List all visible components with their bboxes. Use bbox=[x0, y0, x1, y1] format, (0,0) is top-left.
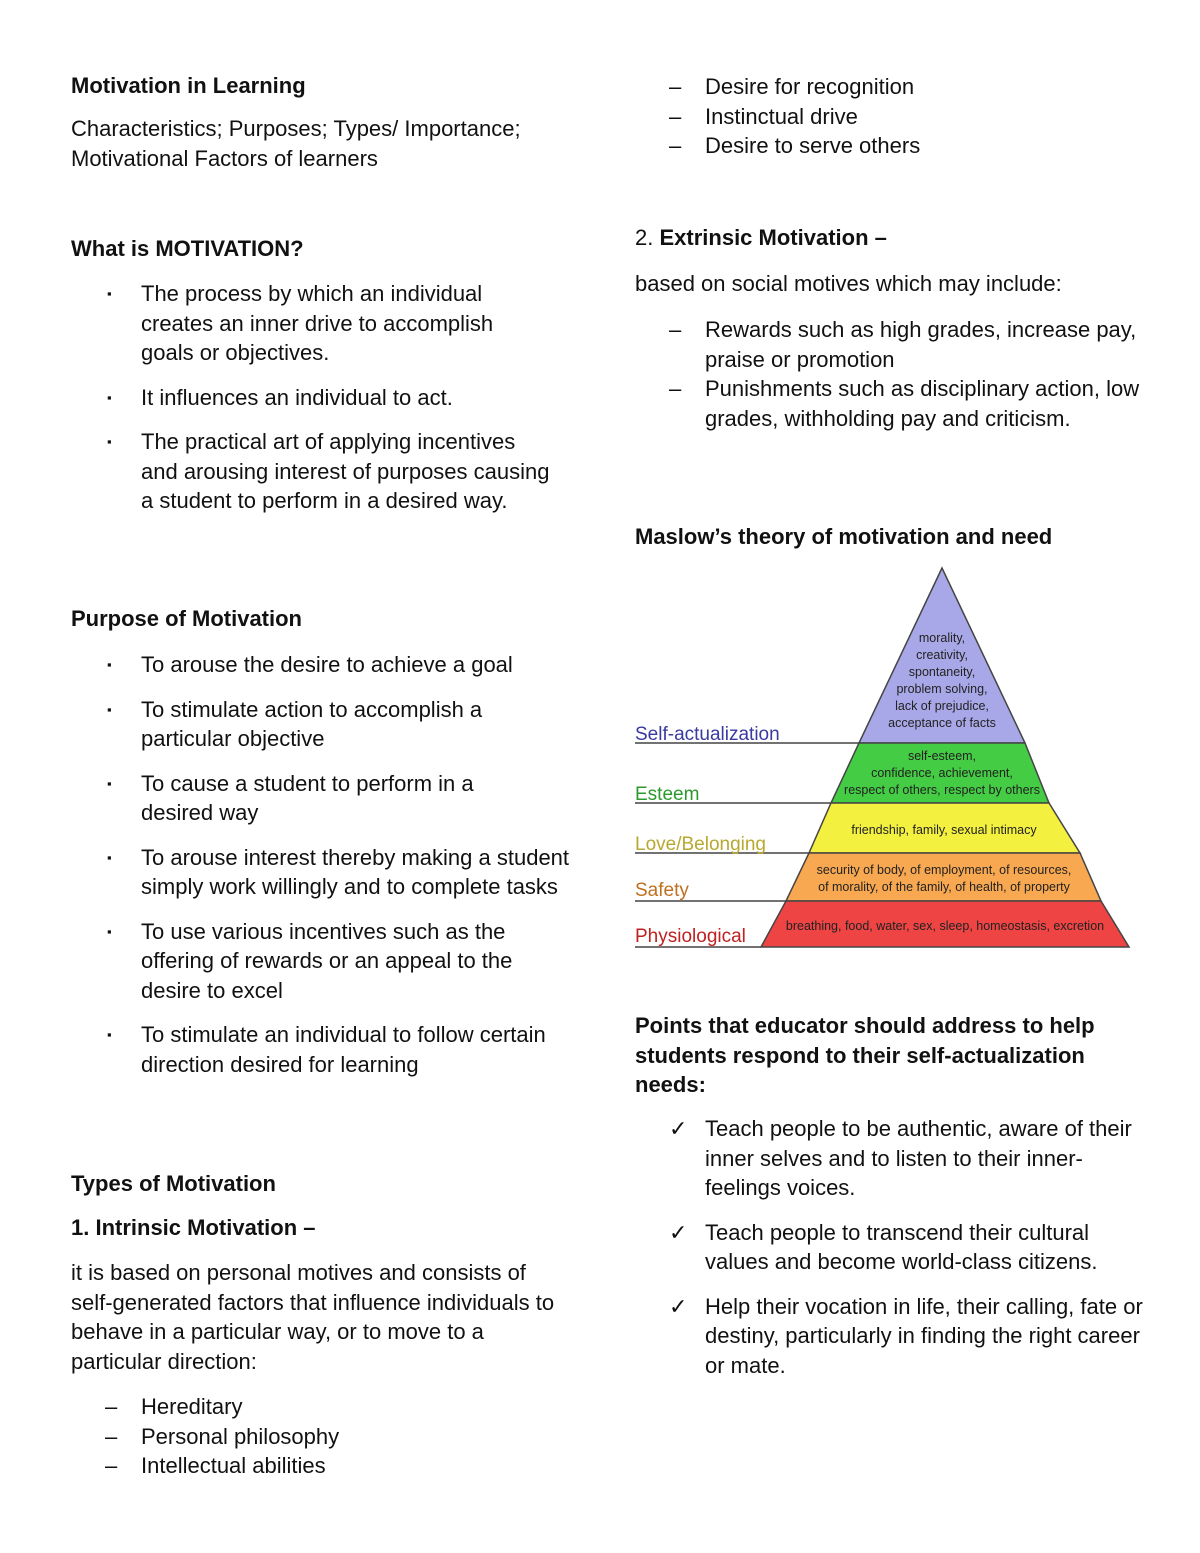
bullet-icon: ▪ bbox=[107, 1027, 112, 1042]
list-item: ▪ To use various incentives such as the offering of rewards or an appeal to the desire to excel bbox=[107, 918, 513, 1003]
extrinsic-text: based on social motives which may include: bbox=[635, 271, 1062, 296]
bullet-icon: ▪ bbox=[107, 286, 112, 301]
dash-icon: – bbox=[105, 1423, 118, 1449]
dash-icon: – bbox=[669, 133, 682, 158]
list-item: – Desire to serve others bbox=[635, 131, 1155, 161]
band-text: breathing, food, water, sex, sleep, homeostasis, excretion bbox=[785, 919, 1105, 933]
list-item: – Rewards such as high grades, increase pay, praise or promotion bbox=[669, 317, 1137, 372]
list-item: ✓ Help their vocation in life, their calling, fate or destiny, particularly in finding the right career or mate. bbox=[669, 1293, 1143, 1378]
what-is-list bbox=[71, 279, 591, 516]
bullet-icon: ▪ bbox=[107, 434, 112, 449]
band-text: of morality, of the family, of health, of property bbox=[818, 880, 1070, 894]
band-text: respect of others, respect by others bbox=[844, 783, 1040, 797]
document-title: Motivation in Learning bbox=[71, 73, 306, 98]
list-item: – Punishments such as disciplinary action, low grades, withholding pay and criticism. bbox=[669, 376, 1140, 431]
dash-icon: – bbox=[669, 103, 682, 129]
list-item: ▪ To arouse interest thereby making a student simply work willingly and to complete tasks bbox=[107, 844, 570, 899]
list-item: ✓ Teach people to transcend their cultural values and become world-class citizens. bbox=[669, 1219, 1098, 1274]
list-item: ▪ To arouse the desire to achieve a goal bbox=[71, 650, 571, 680]
types-heading: Types of Motivation bbox=[71, 1171, 276, 1196]
list-item: – Intellectual abilities bbox=[71, 1451, 571, 1481]
list-item: – Hereditary bbox=[71, 1392, 571, 1422]
list-item: ▪ It influences an individual to act. bbox=[71, 383, 591, 413]
extrinsic-list bbox=[635, 315, 1145, 433]
dash-icon: – bbox=[669, 317, 682, 342]
level-label-love-belonging: Love/Belonging bbox=[635, 834, 766, 855]
band-text: security of body, of employment, of resources, bbox=[816, 863, 1072, 877]
bullet-icon: ▪ bbox=[107, 389, 112, 405]
what-is-heading: What is MOTIVATION? bbox=[71, 236, 304, 261]
dash-icon: – bbox=[669, 74, 682, 99]
list-item: ▪ To cause a student to perform in a desired way bbox=[107, 770, 474, 825]
points-list bbox=[635, 1114, 1145, 1380]
check-icon: ✓ bbox=[669, 1219, 688, 1245]
intrinsic-text: it is based on personal motives and consists of self-generated factors that influence individuals to behave in a particular way, or to move to a particular direction: bbox=[71, 1260, 555, 1374]
bullet-icon: ▪ bbox=[107, 923, 112, 939]
level-label-self-actualization: Self-actualization bbox=[635, 724, 780, 745]
maslow-pyramid-diagram bbox=[635, 560, 1135, 955]
list-item: ▪ To stimulate action to accomplish a particular objective bbox=[107, 696, 483, 751]
band-text: self-esteem, bbox=[907, 749, 977, 763]
list-item: – Desire for recognition bbox=[635, 72, 1155, 102]
list-item: ▪ The practical art of applying incentives and arousing interest of purposes causing a student to perform in a desired way. bbox=[107, 429, 550, 513]
bullet-icon: ▪ bbox=[107, 701, 112, 717]
level-label-esteem: Esteem bbox=[635, 784, 700, 805]
intrinsic-heading: 1. Intrinsic Motivation – bbox=[71, 1215, 316, 1240]
band-text: creativity, bbox=[916, 648, 968, 662]
intrinsic-list-continued bbox=[635, 72, 1155, 161]
list-item: – Personal philosophy bbox=[71, 1422, 571, 1452]
bullet-icon: ▪ bbox=[107, 657, 112, 672]
maslow-heading: Maslow’s theory of motivation and need bbox=[635, 524, 1053, 549]
band-text: confidence, achievement, bbox=[871, 766, 1013, 780]
check-icon: ✓ bbox=[669, 1293, 688, 1319]
extrinsic-heading: 2. Extrinsic Motivation – bbox=[635, 225, 887, 250]
dash-icon: – bbox=[105, 1394, 118, 1419]
list-item: ▪ The process by which an individual creates an inner drive to accomplish goals or objectives. bbox=[107, 281, 494, 365]
points-heading: Points that educator should address to help students respond to their self-actualization needs: bbox=[635, 1013, 1095, 1097]
band-text: acceptance of facts bbox=[888, 716, 996, 730]
level-label-safety: Safety bbox=[635, 880, 689, 901]
list-item: – Instinctual drive bbox=[635, 102, 1155, 132]
bullet-icon: ▪ bbox=[107, 849, 112, 865]
check-icon: ✓ bbox=[669, 1116, 688, 1141]
level-label-physiological: Physiological bbox=[635, 926, 746, 947]
purpose-list bbox=[71, 650, 571, 1079]
band-text: spontaneity, bbox=[908, 665, 976, 679]
subtitle-line-2: Motivational Factors of learners bbox=[71, 146, 378, 171]
band-text: lack of prejudice, bbox=[895, 699, 989, 713]
purpose-heading: Purpose of Motivation bbox=[71, 606, 302, 631]
dash-icon: – bbox=[105, 1453, 118, 1478]
band-text: morality, bbox=[918, 631, 966, 645]
list-item: ▪ To stimulate an individual to follow certain direction desired for learning bbox=[107, 1022, 546, 1077]
intrinsic-list bbox=[71, 1392, 571, 1481]
band-text: problem solving, bbox=[896, 682, 988, 696]
bullet-icon: ▪ bbox=[107, 775, 112, 791]
dash-icon: – bbox=[669, 376, 682, 401]
list-item: ✓ Teach people to be authentic, aware of their inner selves and to listen to their inner-feelings voices. bbox=[669, 1116, 1132, 1200]
subtitle-line-1: Characteristics; Purposes; Types/ Importance; bbox=[71, 116, 521, 141]
band-text: friendship, family, sexual intimacy bbox=[851, 823, 1037, 837]
